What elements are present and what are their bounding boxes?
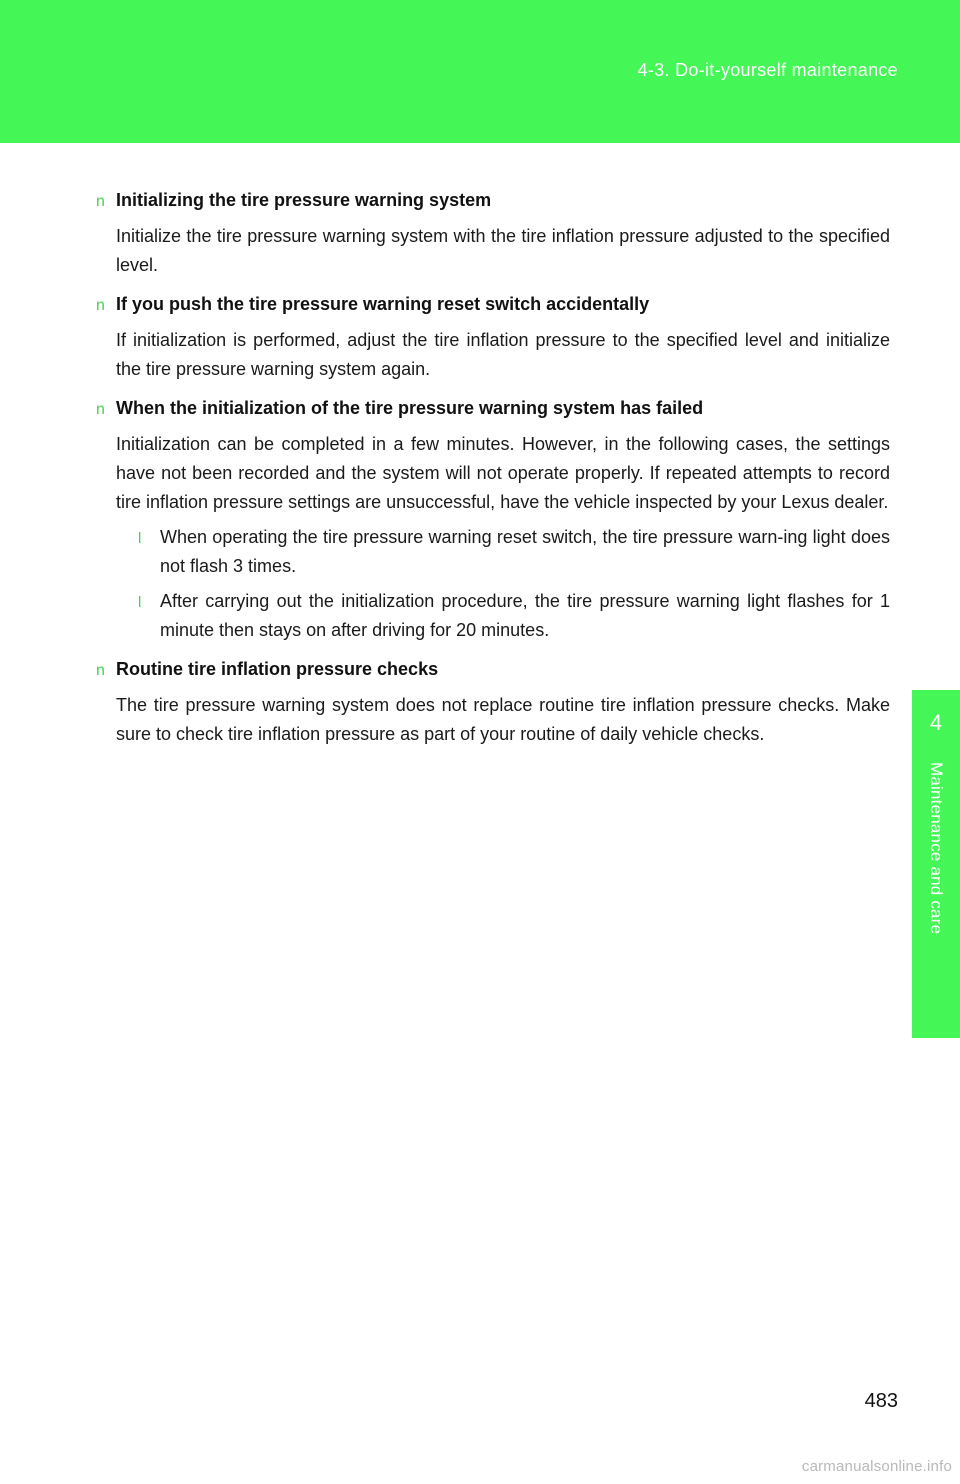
- sub-heading-text: Routine tire inflation pressure checks: [116, 659, 439, 679]
- section-initialization-failed: [96, 394, 890, 645]
- bullet-item: [138, 587, 890, 645]
- paragraph: If initialization is performed, adjust the tire inflation pressure to the specified level and initialize the tire pressure warning system again.: [116, 330, 890, 379]
- watermark: carmanualsonline.info: [801, 1458, 952, 1475]
- chapter-tab: [912, 690, 960, 1038]
- section-initializing: [96, 186, 890, 280]
- bullet-item: [138, 523, 890, 581]
- page-number: 483: [864, 1390, 898, 1412]
- header-band: [0, 0, 960, 143]
- paragraph: Initialize the tire pressure warning system with the tire inflation pressure adjusted to the specified level.: [116, 226, 890, 275]
- sub-heading-text: If you push the tire pressure warning reset switch accidentally: [116, 294, 650, 314]
- section-marker-icon: n: [96, 401, 105, 418]
- section-title: 4-3. Do-it-yourself maintenance: [637, 60, 898, 80]
- sub-heading-text: When the initialization of the tire pressure warning system has failed: [116, 398, 704, 418]
- sub-heading: [96, 290, 890, 320]
- chapter-name: Maintenance and care: [927, 762, 946, 935]
- sub-heading: [96, 186, 890, 216]
- section-marker-icon: n: [96, 193, 105, 210]
- chapter-number: 4: [929, 710, 943, 735]
- bullet-text: After carrying out the initialization procedure, the tire pressure warning light flashes for 1 minute then stays on after driving for 20 minutes.: [160, 591, 890, 640]
- bullet-marker-icon: l: [138, 594, 142, 611]
- sub-heading: [96, 655, 890, 685]
- paragraph: The tire pressure warning system does not replace routine tire inflation pressure checks. Make sure to check tire inflation pressure as part of your routine of daily vehicle checks.: [116, 695, 890, 744]
- section-marker-icon: n: [96, 297, 105, 314]
- sub-heading-text: Initializing the tire pressure warning system: [116, 190, 492, 210]
- section-marker-icon: n: [96, 662, 105, 679]
- page-content: [96, 186, 890, 759]
- bullet-marker-icon: l: [138, 530, 142, 547]
- paragraph: Initialization can be completed in a few minutes. However, in the following cases, the settings have not been recorded and the system will not operate properly. If repeated attempts to record tire inflation pressure settings are unsuccessful, have the vehicle inspected by your Lexus dealer.: [116, 434, 890, 512]
- bullet-text: When operating the tire pressure warning reset switch, the tire pressure warn-ing light does not flash 3 times.: [160, 527, 890, 576]
- section-accidental-push: [96, 290, 890, 384]
- section-routine-checks: [96, 655, 890, 749]
- sub-heading: [96, 394, 890, 424]
